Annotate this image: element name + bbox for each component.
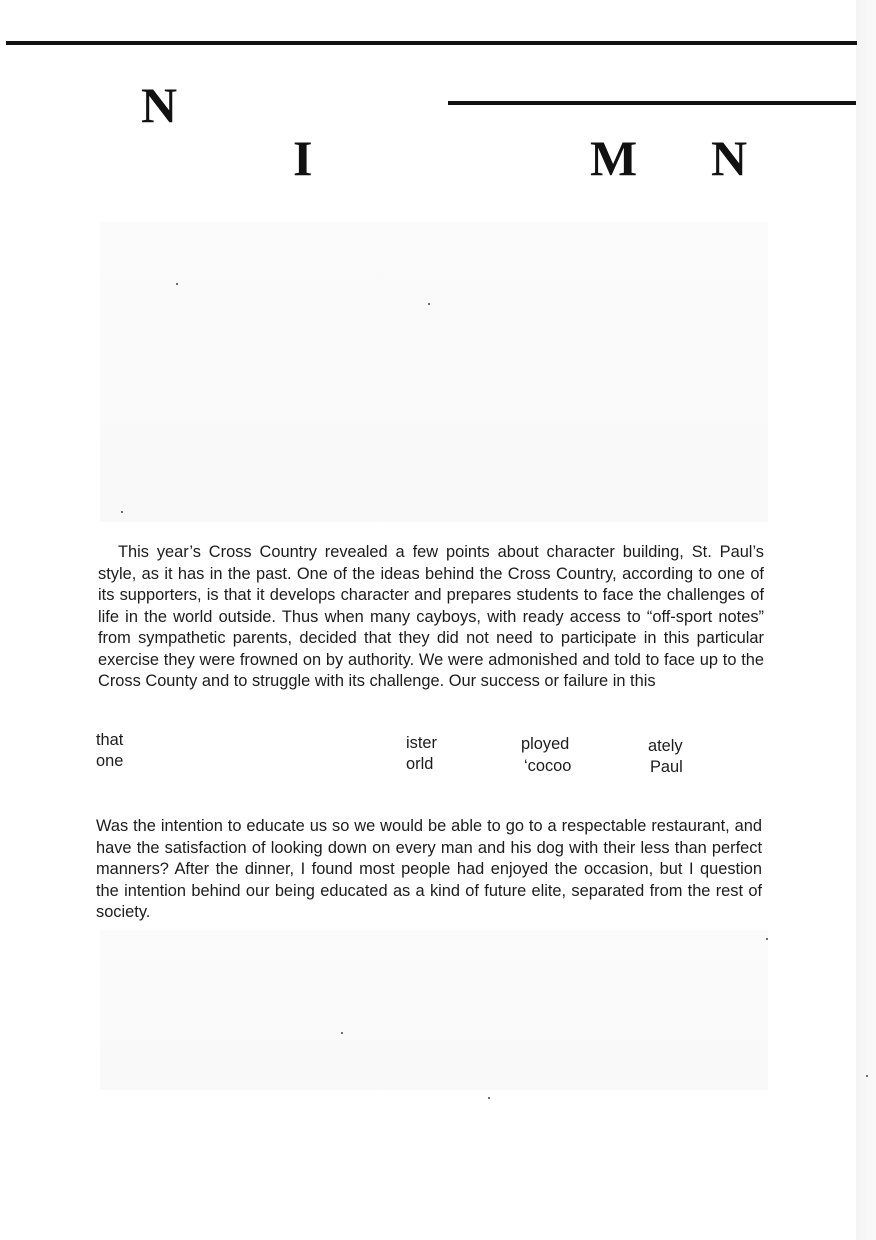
faded-text-area <box>100 222 768 522</box>
scan-speck <box>488 1097 490 1099</box>
heading-letter: N <box>711 130 748 186</box>
heading-letter: N <box>141 77 178 133</box>
scan-edge-shadow <box>856 0 876 1240</box>
article-paragraph: This year’s Cross Country revealed a few points about character building, St. Paul’s style, as it has in the past. One of the ideas behind the Cross Country, according to one of its supporters, is that it develops character and prepares students to face the challenges of life in the world outside. Thus when many cayboys, with ready access to “off-sport notes” from sympathetic parents, decided that they did not need to participate in this particular exercise they were frowned on by authority. We were admonished and told to face up to the Cross County and to struggle with its challenge. Our success or failure in this <box>98 543 764 690</box>
faded-text-area <box>100 930 768 1090</box>
scan-speck <box>341 1032 343 1034</box>
scan-speck <box>766 938 768 940</box>
scan-speck <box>866 1075 868 1077</box>
text-fragment: ately <box>648 737 683 755</box>
text-fragment: Paul <box>650 758 683 776</box>
top-rule <box>6 41 857 45</box>
scan-speck <box>428 303 430 305</box>
scan-speck <box>121 511 123 513</box>
text-fragment: ployed <box>521 735 570 753</box>
text-fragment: that <box>96 731 124 749</box>
text-fragment: orld <box>406 755 434 773</box>
heading-letter: M <box>590 130 638 186</box>
scan-speck <box>176 283 178 285</box>
text-fragment: ‘cocoo <box>524 757 572 775</box>
heading-letter: I <box>293 130 313 186</box>
article-paragraph: Was the intention to educate us so we would be able to go to a respectable restaurant, and have the satisfaction of looking down on every man and his dog with their less than perfect manners? After the dinner, I found most people had enjoyed the occasion, but I question the intention behind our being educated as a kind of future elite, separated from the rest of society. <box>96 817 762 921</box>
text-fragment: ister <box>406 734 437 752</box>
text-fragment: one <box>96 752 124 770</box>
heading-rule <box>448 101 856 105</box>
